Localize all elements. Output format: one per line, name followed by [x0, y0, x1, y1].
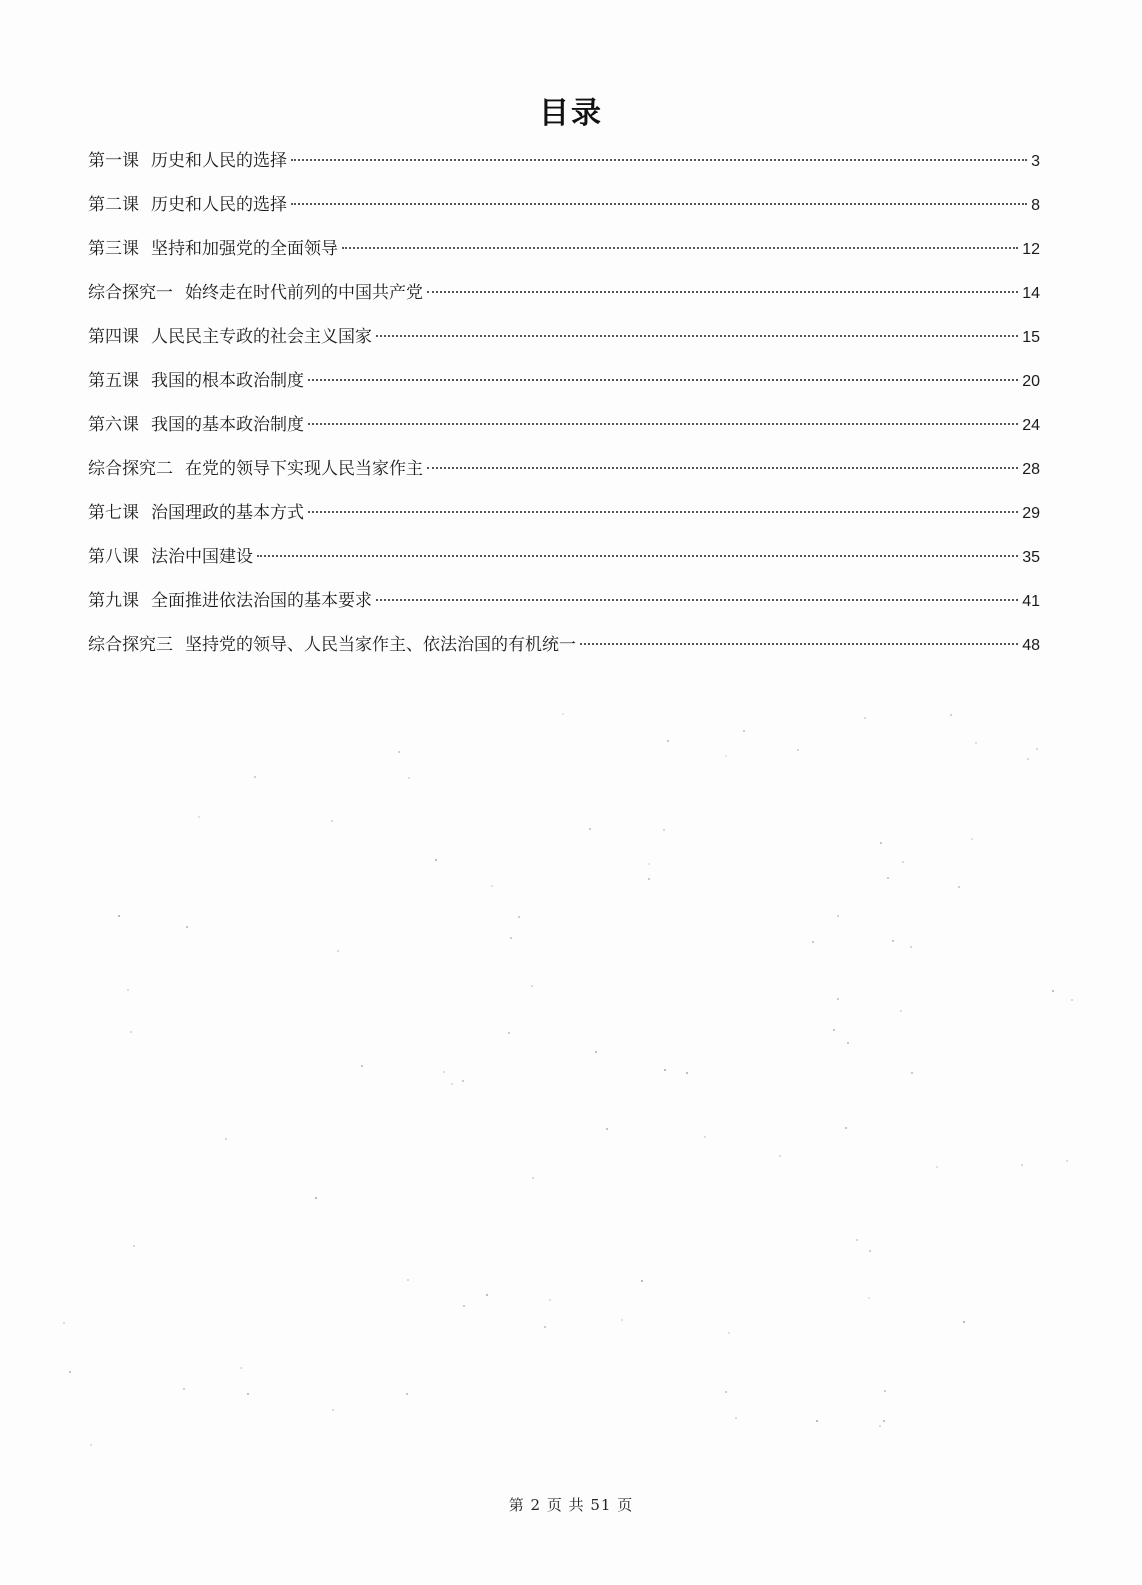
- scan-speck: [963, 1321, 965, 1323]
- scan-speck: [240, 1367, 242, 1369]
- toc-chapter-label: 第一课: [88, 151, 139, 171]
- toc-leader-dots: [376, 599, 1018, 601]
- toc-entry[interactable]: [88, 502, 1040, 546]
- scan-speck: [532, 1177, 534, 1179]
- toc-leader-dots: [308, 379, 1018, 381]
- toc-chapter-label: 综合探究二: [88, 459, 173, 479]
- scan-speck: [337, 950, 339, 952]
- scan-speck: [1036, 748, 1038, 750]
- toc-leader-dots: [342, 247, 1018, 249]
- scan-speck: [648, 863, 650, 865]
- toc-leader-dots: [291, 203, 1027, 205]
- toc-page-number: 24: [1022, 417, 1040, 434]
- scan-speck: [667, 740, 669, 742]
- scan-speck: [816, 1420, 818, 1422]
- toc-page-number: 28: [1022, 461, 1040, 478]
- scan-speck: [880, 842, 882, 844]
- scan-speck: [900, 1010, 902, 1012]
- scan-speck: [797, 749, 799, 751]
- toc-chapter-title: 全面推进依法治国的基本要求: [151, 591, 372, 611]
- scan-speck: [845, 1127, 847, 1129]
- scan-speck: [315, 1197, 317, 1199]
- toc-page-number: 41: [1022, 593, 1040, 610]
- scan-speck: [663, 829, 665, 831]
- scan-speck: [833, 1029, 835, 1031]
- toc-leader-dots: [580, 643, 1018, 645]
- scan-speck: [63, 1322, 65, 1324]
- toc-entry[interactable]: [88, 370, 1040, 414]
- toc-page-number: 20: [1022, 373, 1040, 390]
- scan-speck: [544, 1326, 546, 1328]
- scan-speck: [868, 1297, 870, 1299]
- scan-speck: [910, 946, 912, 948]
- scan-speck: [531, 985, 533, 987]
- toc-entry[interactable]: [88, 238, 1040, 282]
- scan-speck: [975, 742, 977, 744]
- toc-chapter-label: 第五课: [88, 371, 139, 391]
- scan-speck: [648, 878, 650, 880]
- toc-chapter-label: 第八课: [88, 547, 139, 567]
- toc-chapter-label: 综合探究一: [88, 283, 173, 303]
- scan-speck: [562, 713, 564, 715]
- scan-speck: [743, 730, 745, 732]
- scan-speck: [728, 1332, 730, 1334]
- toc-chapter-label: 第四课: [88, 327, 139, 347]
- scan-speck: [864, 717, 866, 719]
- scan-speck: [847, 1042, 849, 1044]
- toc-entry[interactable]: [88, 282, 1040, 326]
- scan-speck: [779, 1155, 781, 1157]
- scan-speck: [1052, 990, 1054, 992]
- toc-chapter-title: 坚持党的领导、人民当家作主、依法治国的有机统一: [185, 635, 576, 655]
- scan-speck: [118, 915, 120, 917]
- scan-speck: [486, 1294, 488, 1296]
- toc-entry[interactable]: [88, 634, 1040, 678]
- scan-speck: [127, 989, 129, 991]
- scan-speck: [879, 1425, 881, 1427]
- scan-speck: [892, 940, 894, 942]
- page-title: 目录: [539, 96, 603, 131]
- toc-entry[interactable]: [88, 326, 1040, 370]
- scan-speck: [971, 838, 973, 840]
- scan-speck: [549, 1299, 551, 1301]
- scan-speck: [443, 1071, 445, 1073]
- scan-speck: [950, 714, 952, 716]
- toc-chapter-title: 坚持和加强党的全面领导: [151, 239, 338, 259]
- toc-leader-dots: [291, 159, 1027, 161]
- toc-leader-dots: [427, 467, 1018, 469]
- toc-entry[interactable]: [88, 150, 1040, 194]
- toc-chapter-title: 治国理政的基本方式: [151, 503, 304, 523]
- scan-speck: [225, 1138, 227, 1140]
- toc-chapter-label: 第六课: [88, 415, 139, 435]
- scan-speck: [664, 1069, 666, 1071]
- scan-speck: [725, 755, 727, 757]
- scan-speck: [69, 1371, 71, 1373]
- scan-speck: [595, 1051, 597, 1053]
- scan-speck: [606, 1128, 608, 1130]
- scan-speck: [936, 1166, 938, 1168]
- toc-chapter-title: 人民民主专政的社会主义国家: [151, 327, 372, 347]
- scan-speck: [254, 776, 256, 778]
- toc-chapter-label: 综合探究三: [88, 635, 173, 655]
- scan-speck: [856, 1239, 858, 1241]
- scan-speck: [1027, 758, 1029, 760]
- toc-chapter-label: 第三课: [88, 239, 139, 259]
- scan-speck: [1066, 1160, 1068, 1162]
- scan-speck: [837, 998, 839, 1000]
- toc-leader-dots: [257, 555, 1018, 557]
- toc-page-number: 14: [1022, 285, 1040, 302]
- toc-leader-dots: [427, 291, 1018, 293]
- scan-speck: [911, 1072, 913, 1074]
- toc-chapter-title: 始终走在时代前列的中国共产党: [185, 283, 423, 303]
- scan-speck: [406, 1393, 408, 1395]
- scan-speck: [247, 1393, 249, 1395]
- toc-entry[interactable]: [88, 414, 1040, 458]
- toc-chapter-label: 第七课: [88, 503, 139, 523]
- scan-speck: [621, 1319, 623, 1321]
- scan-speck: [837, 915, 839, 917]
- toc-page-number: 8: [1031, 197, 1040, 214]
- scan-speck: [462, 1080, 464, 1082]
- scan-speck: [518, 916, 520, 918]
- scan-speck: [883, 1420, 885, 1422]
- toc-entry[interactable]: [88, 458, 1040, 502]
- toc-chapter-title: 历史和人民的选择: [151, 195, 287, 215]
- toc-chapter-title: 法治中国建设: [151, 547, 253, 567]
- scan-speck: [408, 777, 410, 779]
- toc-page-number: 15: [1022, 329, 1040, 346]
- scan-speck: [958, 886, 960, 888]
- scan-speck: [510, 937, 512, 939]
- page-footer: 第 2 页 共 51 页: [508, 1496, 634, 1514]
- scan-speck: [491, 885, 493, 887]
- toc-page-number: 35: [1022, 549, 1040, 566]
- scan-speck: [589, 828, 591, 830]
- scan-speck: [361, 1065, 363, 1067]
- toc-chapter-label: 第九课: [88, 591, 139, 611]
- toc-chapter-title: 我国的根本政治制度: [151, 371, 304, 391]
- scan-speck: [183, 1388, 185, 1390]
- scan-speck: [451, 1083, 453, 1085]
- scan-speck: [407, 1279, 409, 1281]
- toc-chapter-label: 第二课: [88, 195, 139, 215]
- toc-leader-dots: [308, 423, 1018, 425]
- table-of-contents: [88, 150, 1040, 678]
- scan-speck: [198, 816, 200, 818]
- scan-speck: [332, 1409, 334, 1411]
- scan-speck: [735, 1417, 737, 1419]
- scan-speck: [1021, 1164, 1023, 1166]
- scan-speck: [435, 859, 437, 861]
- scan-speck: [902, 861, 904, 863]
- scan-speck: [686, 1072, 688, 1074]
- toc-chapter-title: 我国的基本政治制度: [151, 415, 304, 435]
- toc-leader-dots: [376, 335, 1018, 337]
- toc-chapter-title: 在党的领导下实现人民当家作主: [185, 459, 423, 479]
- scan-speck: [1071, 999, 1073, 1001]
- scan-speck: [887, 877, 889, 879]
- scan-speck: [704, 1136, 706, 1138]
- toc-entry[interactable]: [88, 194, 1040, 238]
- scan-speck: [331, 820, 333, 822]
- scan-speck: [641, 1280, 643, 1282]
- scan-speck: [508, 1032, 510, 1034]
- toc-leader-dots: [308, 511, 1018, 513]
- scan-speck: [130, 1031, 132, 1033]
- scan-speck: [812, 941, 814, 943]
- scan-speck: [398, 751, 400, 753]
- toc-page-number: 12: [1022, 241, 1040, 258]
- scan-speck: [884, 1390, 886, 1392]
- toc-page-number: 3: [1031, 153, 1040, 170]
- scan-speck: [869, 1250, 871, 1252]
- toc-page-number: 48: [1022, 637, 1040, 654]
- scan-speck: [133, 1245, 135, 1247]
- toc-entry[interactable]: [88, 546, 1040, 590]
- scan-speck: [463, 1305, 465, 1307]
- toc-page-number: 29: [1022, 505, 1040, 522]
- toc-entry[interactable]: [88, 590, 1040, 634]
- scan-speck: [186, 926, 188, 928]
- scan-speck: [725, 1391, 727, 1393]
- scan-speck: [90, 1444, 92, 1446]
- toc-chapter-title: 历史和人民的选择: [151, 151, 287, 171]
